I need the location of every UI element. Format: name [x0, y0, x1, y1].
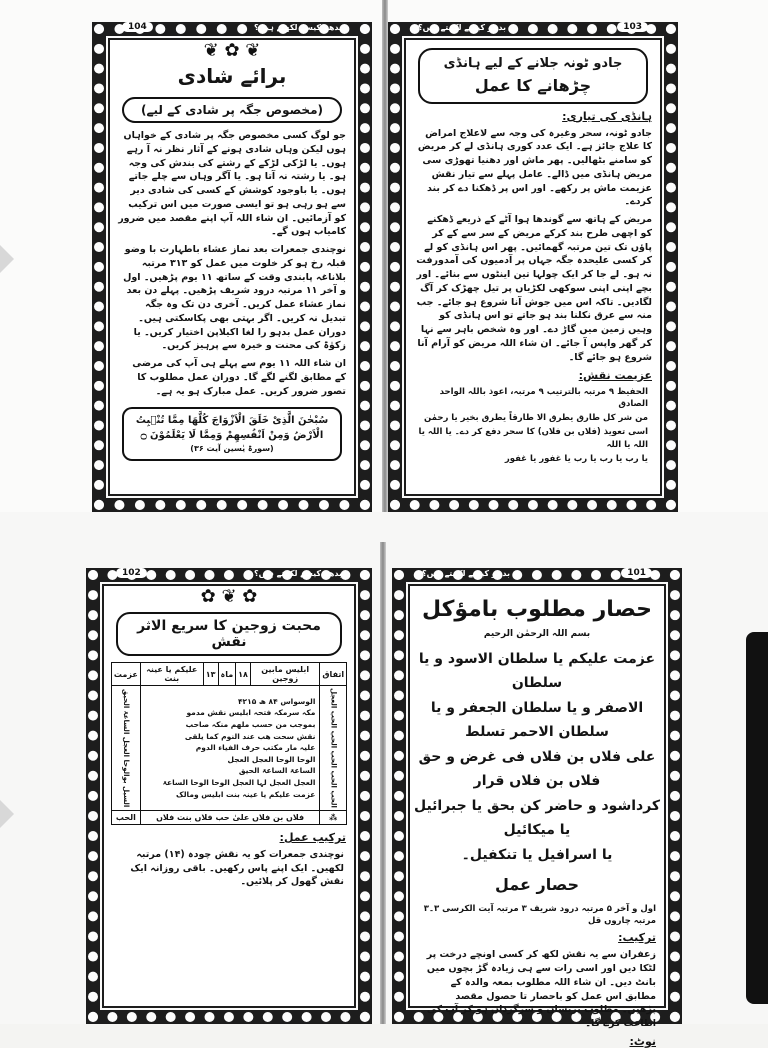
invocation-line: کرداشود و حاضر کن بحق یا جبرائیل یا میکائیل: [413, 797, 661, 839]
paragraph-3: ان شاء اللہ ۱۱ یوم سے پہلے ہی آپ کی مرضی کے مطابق لگنے لگے گا۔ دوران عمل مطلوب کا تصور ضرور کریں۔ عمل مبارک ہو یہ ہے۔: [132, 358, 346, 397]
invocation-line: یا اسرافیل یا تنکفیل۔: [461, 846, 613, 863]
naqsh-grid: [111, 662, 347, 825]
grid-cell: اتفاق: [320, 663, 347, 686]
grid-footer-row: [111, 810, 346, 824]
grid-line: نقش سحت ھب عند النوم کما یلقی: [184, 731, 316, 741]
method-heading: ترکیب عمل:: [279, 830, 346, 844]
verse-box: [122, 407, 342, 461]
page-border: [92, 22, 372, 512]
grid-cell: ۱۸: [236, 663, 251, 686]
grid-center: [140, 686, 320, 811]
page-103: [388, 22, 678, 512]
method-heading: ترکیب:: [618, 931, 656, 945]
page-border: [392, 568, 682, 1048]
paragraph-2: نوچندی جمعرات بعد نماز عشاء باطہارت با وضو قبلہ رخ ہو کر خلوت میں عمل کو ۳۱۳ مرتبہ بلاناغہ پابندی وقت کے ساتھ ۱۱ یوم پڑھیں۔ اول و آخر ۱۱ مرتبہ درود شریف پڑھیں۔ پہلے دن بعد نماز عشاء عمل کریں۔ آخری دن تک وہ جگہ تبدیل نہ کریں۔ اگر بہتی بھی پکاسکتی ہیں۔ دوران عمل بدہو را لغا اکیلاپن اختیار کریں۔ یا زکوٰۃ کی محنت و خیرہ سے پرہیز کریں۔: [123, 244, 346, 352]
grid-cell: علیکم یا عینہ بنت: [140, 663, 203, 686]
grid-line: الوسواس ۸۴ ھ ۴۲۱۵: [237, 696, 316, 706]
grid-corner-icon: ⁂: [320, 810, 347, 824]
running-head: بدھو کیسے لکھتے ہیں؟: [422, 568, 510, 578]
page-number: 104: [122, 22, 153, 32]
floral-ornament-icon: ✿ ❦ ✿: [200, 586, 258, 607]
page-104: [92, 22, 372, 512]
page-title: حصار مطلوب بامؤکل: [421, 597, 653, 622]
page-content: [106, 588, 352, 1004]
grid-body-row: [111, 686, 346, 811]
running-head: بدھو کیسے لکھتے ہیں؟: [254, 568, 342, 578]
instruction-line: اول و آخر ۵ مرتبہ درود شریف ۳ مرتبہ آیت الکرسی ۳۔۳ مرتبہ چاروں قل: [423, 903, 656, 926]
page-title-line-1: جادو ٹونہ جلانے کے لیے ہانڈی: [443, 56, 623, 71]
grid-footer-text: فلاں بن فلاں علیٰ حب فلاں بنت فلاں: [140, 810, 320, 824]
paragraph-1: جو لوگ کسی مخصوص جگہ پر شادی کے خواہاں ہوں لیکن وہاں شادی ہونے کے آثار نظر نہ آ رہے ہوں۔ یا لڑکی لڑکے کے رشتے کی بندش کی وجہ ہو۔ یا رشتہ نہ آتا ہو۔ یا آگر وہاں سے چلے جاتے ہوں۔ یا باوجود کوشش کے کسی کی شادی دیر سے ہو رہی ہو تو ایسی صورت میں اس ترکیب کو آزمائیں۔ ان شاء اللہ آپ اپنے مقصد میں ضرور کامیاب ہوں گے۔: [118, 130, 346, 238]
page-number: 101: [621, 568, 652, 578]
prev-page-arrow-icon[interactable]: [0, 245, 14, 273]
grid-side-text: الحب الحب الحب الحب الحب العجل: [320, 686, 347, 811]
page-header: [116, 567, 342, 579]
floral-ornament-icon: ❦ ✿ ❦: [203, 40, 261, 61]
grid-cell: ابلیس مابین زوجین: [250, 663, 319, 686]
grid-line: عزمت علیکم یا عینہ بنت ابلیس ومالک: [176, 789, 316, 799]
page-border: [86, 568, 372, 1024]
page-title: برائے شادی: [177, 64, 287, 88]
grid-footer-label: الحب: [111, 810, 140, 824]
page-header: [122, 21, 342, 33]
section-heading-naqsh: عزیمت نقش:: [578, 368, 652, 382]
grid-cell: ماہ: [218, 663, 236, 686]
grid-cell: ۱۳: [203, 663, 218, 686]
invocation-line: الاصفر و یا سلطان الجعفر و یا سلطان الاحمر تسلط: [430, 699, 644, 741]
viewer-scroll-tab[interactable]: [746, 632, 768, 1004]
grid-cell: عزمت: [111, 663, 140, 686]
verse-text: سُبْحٰنَ الَّذِیْ خَلَقَ الْاَزْوَاجَ كُلَّهَا مِمَّا تُنْۢبِتُ الْاَرْضُ وَمِنْ اَنْفُسِهِمْ وَمِمَّا لَا یَعْلَمُوْنَ ۝: [135, 414, 329, 441]
page-content: [412, 588, 662, 1048]
method-text: زعفران سے یہ نقش لکھ کر کسی اونچے درخت پر لٹکا دیں اور اسی رات سے ہی زیادہ گڑ بچوں میں بانٹ دیں۔ ان شاء اللہ مطلوب بمعہ والدہ کے مطابق اس عمل کو باحصار تا حصول مقصد پڑھیں۔ مطلوب پریشان و سرگرداں ہو کر آپ کی اطاعت کرے گا۔: [426, 949, 656, 1030]
naqsh-line: الحفیظ ۹ مرتبہ بالترتیب ۹ مرتبہ، اعوذ باللہ الواحد الصادق: [439, 386, 648, 409]
page-number: 102: [116, 568, 147, 578]
page-title-box: [418, 48, 648, 104]
grid-line: مکہ سرمکہ فتحہ ابلیس نقش مدمو: [186, 708, 316, 718]
verse-reference: (سورۃ یٰسین آیت ۳۶): [190, 443, 274, 453]
naqsh-line: من شر کل طارق یطرق الا طارقاً یطرق بخیر یا رحمٰن: [423, 413, 648, 424]
book-spread-top: [0, 0, 768, 512]
page-content: [408, 42, 658, 492]
grid-header-row: [111, 663, 346, 686]
section-text-preparation: جادو ٹونہ، سحر وغیرہ کی وجہ سے لاعلاج امراض کا علاج جائز ہے۔ ایک عدد کوری ہانڈی لے کر مریض کو سامنے بٹھالیں۔ پھر ماش اور دھنیا تھوڑی سی مریض ہانڈی میں ڈالے۔ عامل پہلے سے تیار نقش عزیمت ماش پر رکھے۔ اور اس پر ڈھکنا دے کر بند کردے۔: [417, 127, 652, 208]
book-spine: [380, 542, 386, 1024]
page-border: [388, 22, 678, 512]
section-text-procedure: مریض کے ہاتھ سے گوندھا ہوا آٹے کے ذریعے ڈھکنے کو اچھی طرح بند کرکے مریض کے سر سے کے کر پاؤں تک تین مرتبہ گھمائیں۔ پھر اس ہانڈی کو لے کر کسی علیحدہ جگہ جہاں پر آدمیوں کی آمدورفت نہ ہو۔ لے جا کر ایک چولہا تین اینٹوں سے بنائے۔ اور بچے اپنی اپنی سوکھی لکڑیاں پر تیل چھڑک کر آگ لگادیں۔ تاکہ اس میں جوش آنا شروع ہو جائے۔ جب منہ سے عرق نکلنا بند ہو جاتے تو اس ہانڈی کو وہیں زمین میں گاڑ دے۔ اور وہ شخص باہر سے نہا کر گھر واپس آ جائے۔ ان شاء اللہ مریض کو آرام آنا شروع ہو جائے گا۔: [416, 214, 652, 363]
naqsh-line: یا رب یا رب یا رب یا غفور یا غفور: [504, 454, 648, 465]
page-header: [422, 567, 652, 579]
grid-line: الساعۃ الساعۃ الحیق: [238, 766, 316, 776]
grid-line: بموجب من حسب ملھم منکہ صاحب: [185, 719, 316, 729]
page-title-line-2: چڑھانے کا عمل: [474, 75, 592, 95]
grid-line: العجل العجل لہا العجل الوحا الوحا الساعۃ: [162, 778, 316, 787]
naqsh-line: اسی تعویذ (فلاں بن فلاں) کا سحر دفع کر دے۔ یا اللہ یا اللہ یا اللہ: [418, 427, 648, 450]
page-header: [418, 21, 648, 33]
book-spread-bottom: [0, 512, 768, 1048]
grid-line: الوحا الوحا العجل العجل: [227, 754, 316, 764]
page-title: محبت زوجین کا سریع الاثر نقش: [116, 612, 342, 656]
invocation-line: عزمت علیکم یا سلطان الاسود و یا سلطان: [418, 650, 656, 692]
section-subtitle: حصار عمل: [494, 875, 580, 895]
prev-page-arrow-icon[interactable]: [0, 800, 14, 828]
running-head: بدھو کیسے لکھتے ہیں؟: [418, 22, 506, 32]
page-101: [392, 568, 682, 1048]
grid-line: علیہ مار مکتب حرف الفیاء الدوم: [195, 743, 316, 753]
running-head: بدھو کیسے لکھتے ہیں؟: [254, 22, 342, 32]
page-content: [112, 42, 352, 492]
grid-side-text: السیل بوالوحا العجل الساعۃ الحیق: [111, 686, 140, 811]
bismillah: بسم اللہ الرحمٰن الرحیم: [483, 628, 591, 639]
method-text: نوچندی جمعرات کو یہ نقش چودہ (۱۴) مرتبہ لکھیں۔ ایک اپنے پاس رکھیں۔ باقی روزانہ ایک نقش گھول کر پلائیں۔: [130, 848, 344, 888]
note-heading: نوٹ:: [629, 1034, 656, 1048]
invocation-line: علی فلاں بن فلاں فی غرض و حق فلاں بن فلاں قرار: [418, 748, 656, 790]
page-subtitle: (مخصوص جگہ پر شادی کے لیے): [122, 97, 342, 123]
section-heading-preparation: ہانڈی کی تیاری:: [562, 109, 652, 123]
page-number: 103: [617, 22, 648, 32]
page-102: [86, 568, 372, 1024]
